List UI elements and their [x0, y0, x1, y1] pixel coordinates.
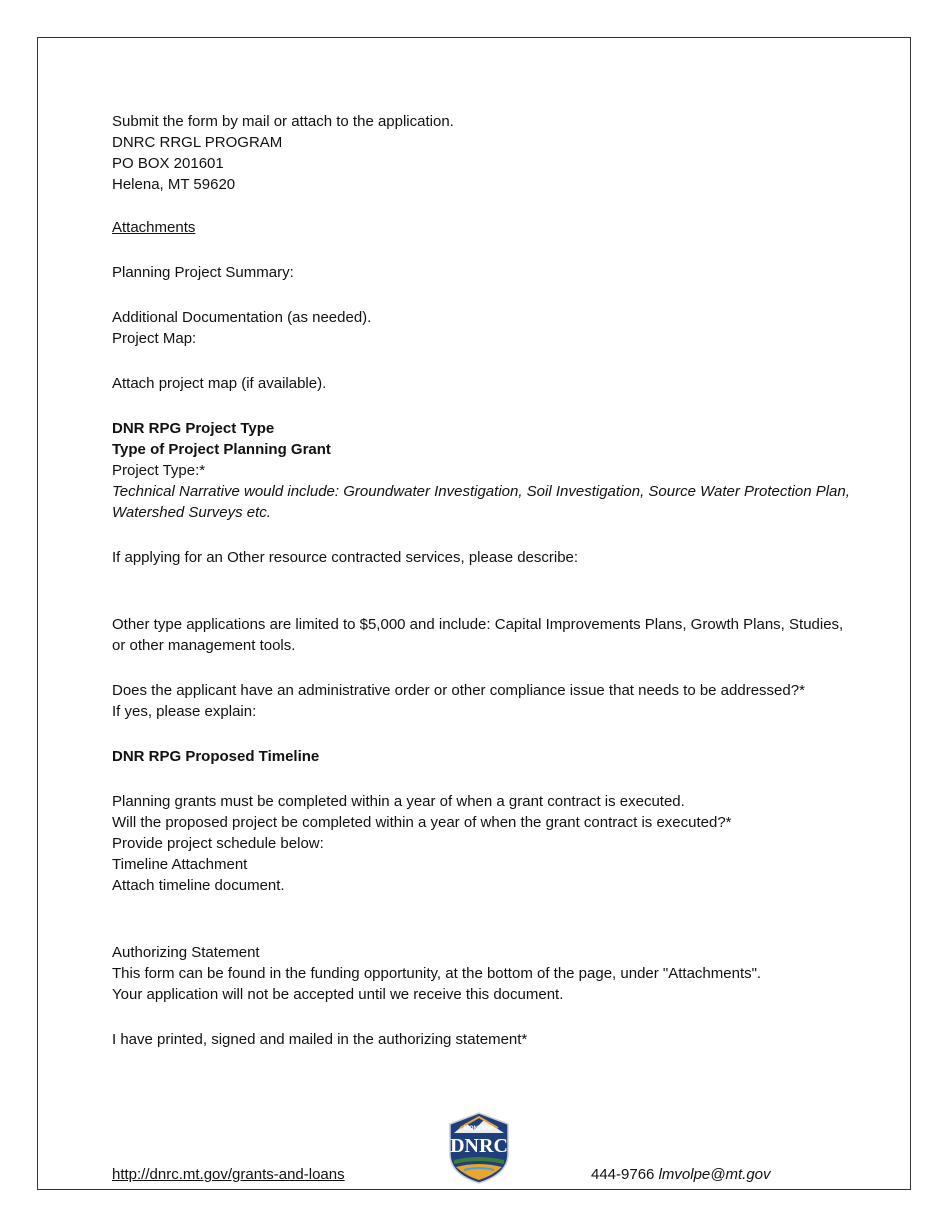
compliance-explain-label: If yes, please explain: [112, 703, 257, 720]
project-type-subheading: Type of Project Planning Grant [112, 441, 331, 458]
contact-email: lmvolpe@mt.gov [658, 1166, 771, 1183]
timeline-attachment-label: Timeline Attachment [112, 856, 248, 873]
planning-summary-label: Planning Project Summary: [112, 264, 294, 281]
additional-docs-note: Additional Documentation (as needed). [112, 309, 372, 326]
project-type-heading: DNR RPG Project Type [112, 420, 275, 437]
authorizing-confirmation: I have printed, signed and mailed in the authorizing statement* [112, 1031, 528, 1048]
project-type-label: Project Type:* [112, 462, 206, 479]
document-body [112, 111, 852, 1050]
mail-city: Helena, MT 59620 [112, 176, 236, 193]
timeline-schedule-label: Provide project schedule below: [112, 835, 324, 852]
authorizing-acceptance-note: Your application will not be accepted until we receive this document. [112, 986, 564, 1003]
mail-program: DNRC RRGL PROGRAM [112, 134, 283, 151]
logo-top-text: MONTANA [463, 1126, 495, 1132]
compliance-question: Does the applicant have an administrative order or other compliance issue that needs to be addressed?* [112, 682, 805, 699]
dnrc-logo [442, 1112, 516, 1184]
timeline-attachment-note: Attach timeline document. [112, 877, 285, 894]
authorizing-location-note: This form can be found in the funding opportunity, at the bottom of the page, under "Attachments". [112, 965, 762, 982]
attachments-heading: Attachments [112, 219, 196, 236]
intro-instruction: Submit the form by mail or attach to the application. [112, 113, 454, 130]
other-services-prompt: If applying for an Other resource contracted services, please describe: [112, 549, 579, 566]
grants-and-loans-link[interactable]: http://dnrc.mt.gov/grants-and-loans [112, 1166, 345, 1183]
other-type-note: Other type applications are limited to $5,000 and include: Capital Improvements Plans, Growth Plans, Studies, or other management tools. [112, 616, 844, 654]
timeline-heading: DNR RPG Proposed Timeline [112, 748, 320, 765]
technical-narrative-note: Technical Narrative would include: Groundwater Investigation, Soil Investigation, Source Water Protection Plan, Watershed Surveys etc. [112, 483, 850, 521]
mail-po-box: PO BOX 201601 [112, 155, 224, 172]
project-map-note: Attach project map (if available). [112, 375, 327, 392]
footer-contact [591, 1166, 771, 1183]
timeline-requirement: Planning grants must be completed within a year of when a grant contract is executed. [112, 793, 685, 810]
authorizing-heading: Authorizing Statement [112, 944, 260, 961]
logo-main-text: DNRC [450, 1135, 508, 1157]
project-map-label: Project Map: [112, 330, 197, 347]
contact-phone: 444-9766 [591, 1166, 655, 1183]
timeline-question: Will the proposed project be completed within a year of when the grant contract is executed?* [112, 814, 732, 831]
